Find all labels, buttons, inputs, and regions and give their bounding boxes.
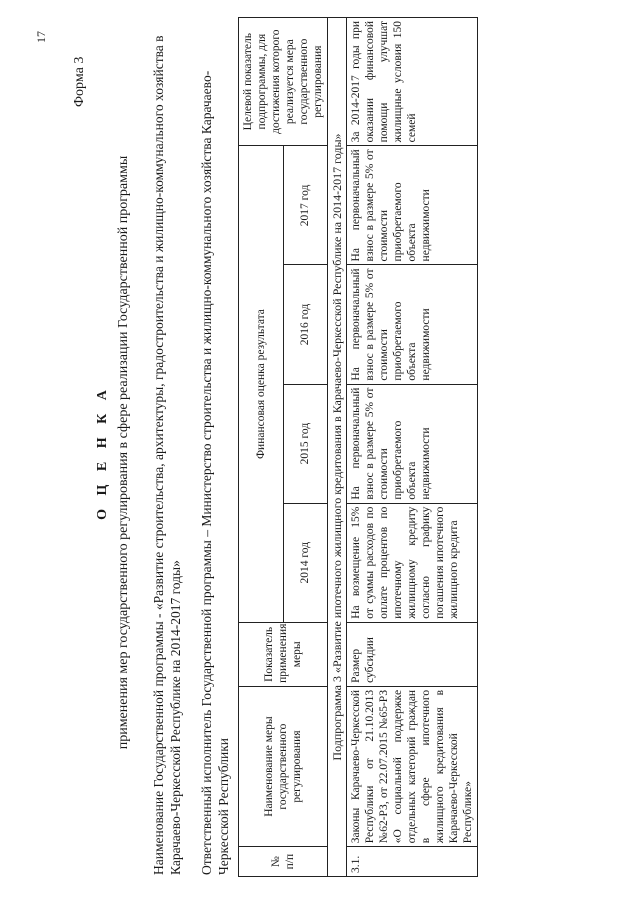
cell-indicator: Размер субсидии [347,622,478,686]
cell-target: За 2014-2017 годы при оказании финансовой помощи улучшат жилищные условия 150 семей [347,18,478,146]
header-year-2015: 2015 год [283,384,328,503]
form-label: Форма 3 [72,56,87,107]
header-year-2016: 2016 год [283,265,328,384]
header-financial-assessment: Финансовая оценка результата [239,146,284,622]
cell-2016: На первоначальный взнос в размере 5% от стоимости приобретаемого объекта недвижимости [347,265,478,384]
subprogram-title: Подпрограмма 3 «Развитие ипотечного жилищного кредитования в Карачаево-Черкесской Республике на 2014-2017 годы» [328,18,347,877]
document-subtitle: применения мер государственного регулирования в сфере реализации Государственной программы [116,155,131,750]
cell-2015: На первоначальный взнос в размере 5% от стоимости приобретаемого объекта недвижимости [347,384,478,503]
cell-measure-name: Законы Карачаево-Черкесской Республики от 21.10.2013 №62-РЗ, от 22.07.2015 №65-РЗ «О социальной поддержке отдельных категорий граждан в сфере ипотечного жилищного кредитования в Карачаево-Черкесской Республике» [347,686,478,846]
document-title: О Ц Е Н К А [95,385,110,520]
header-indicator: Показатель применения меры [239,622,328,686]
executor-line: Ответственный исполнитель Государственной программы – Министерство строительства и жилищно-коммунального хозяйства Карачаево-Черкесской Республики [199,70,231,875]
header-year-2014: 2014 год [283,503,328,622]
header-num: № п/п [239,847,328,877]
cell-num: 3.1. [347,847,478,877]
header-row-1 [239,18,284,877]
regulation-measures-table [238,17,478,877]
cell-2017: На первоначальный взнос в размере 5% от стоимости приобретаемого объекта недвижимости [347,146,478,265]
page-number: 17 [34,31,48,43]
subprogram-row [328,18,347,877]
table-row [347,18,478,877]
header-target-indicator: Целевой показатель подпрограммы, для достижения которого реализуется мера государственного регулирования [239,18,328,146]
cell-2014: На возмещение 15% от суммы расходов по оплате процентов по ипотечному жилищному кредиту согласно графику погашения ипотечного жилищного кредита [347,503,478,622]
header-year-2017: 2017 год [283,146,328,265]
program-name-line: Наименование Государственной программы - «Развитие строительства, архитектуры, градостроительства и жилищно-коммунального хозяйства в Карачаево-Черкесской Республике на 2014-2017 годы» [151,35,183,875]
header-measure-name: Наименование меры государственного регулирования [239,686,328,846]
